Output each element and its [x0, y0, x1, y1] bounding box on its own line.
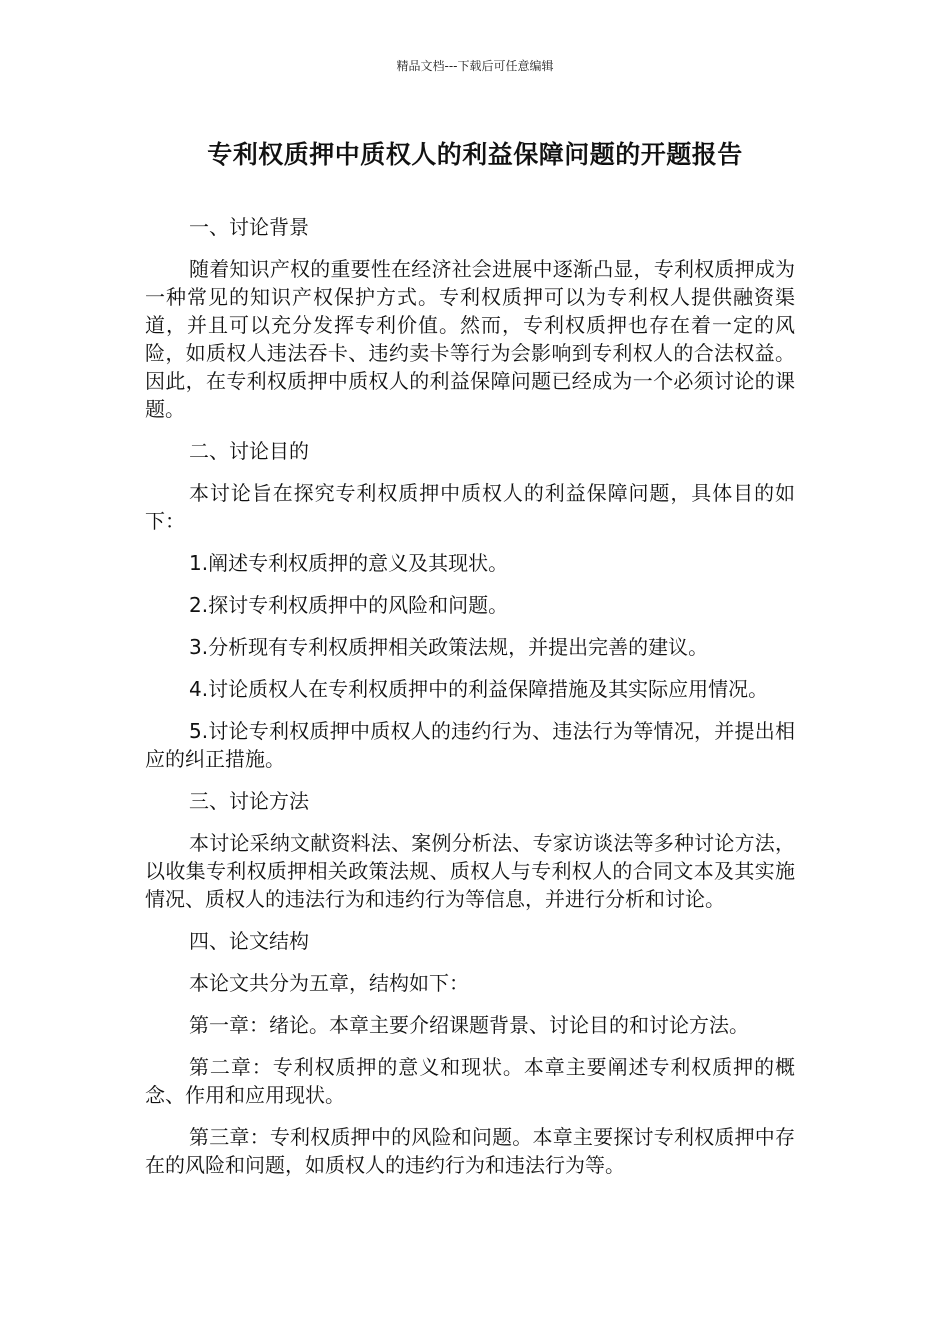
chapter-item-2: 第二章：专利权质押的意义和现状。本章主要阐述专利权质押的概念、作用和应用现状。	[145, 1055, 795, 1107]
paragraph-structure-intro: 本论文共分为五章，结构如下：	[189, 971, 469, 995]
chapter-item-3: 第三章：专利权质押中的风险和问题。本章主要探讨专利权质押中存在的风险和问题，如质权人的违约行为和违法行为等。	[145, 1125, 795, 1177]
section-heading-purpose: 二、讨论目的	[189, 439, 309, 463]
paragraph-method: 本讨论采纳文献资料法、案例分析法、专家访谈法等多种讨论方法，以收集专利权质押相关政策法规、质权人与专利权人的合同文本及其实施情况、质权人的违法行为和违约行为等信息，并进行分析和讨论。	[145, 831, 795, 911]
paragraph-background: 随着知识产权的重要性在经济社会进展中逐渐凸显，专利权质押成为一种常见的知识产权保护方式。专利权质押可以为专利权人提供融资渠道，并且可以充分发挥专利价值。然而，专利权质押也存在着一定的风险，如质权人违法吞卡、违约卖卡等行为会影响到专利权人的合法权益。因此，在专利权质押中质权人的利益保障问题已经成为一个必须讨论的课题。	[145, 257, 795, 421]
chapter-item-1: 第一章：绪论。本章主要介绍课题背景、讨论目的和讨论方法。	[189, 1013, 749, 1037]
list-item-purpose-5: 5.讨论专利权质押中质权人的违约行为、违法行为等情况，并提出相应的纠正措施。	[145, 719, 795, 771]
list-item-purpose-3: 3.分析现有专利权质押相关政策法规，并提出完善的建议。	[189, 635, 709, 659]
document-body	[145, 213, 795, 1193]
list-item-purpose-2: 2.探讨专利权质押中的风险和问题。	[189, 593, 509, 617]
section-heading-background: 一、讨论背景	[189, 215, 309, 239]
section-heading-method: 三、讨论方法	[189, 789, 309, 813]
list-item-purpose-1: 1.阐述专利权质押的意义及其现状。	[189, 551, 509, 575]
section-heading-structure: 四、论文结构	[189, 929, 309, 953]
page-header: 精品文档---下载后可任意编辑	[396, 59, 554, 73]
list-item-purpose-4: 4.讨论质权人在专利权质押中的利益保障措施及其实际应用情况。	[189, 677, 769, 701]
paragraph-purpose-intro: 本讨论旨在探究专利权质押中质权人的利益保障问题，具体目的如下：	[145, 481, 795, 533]
document-title: 专利权质押中质权人的利益保障问题的开题报告	[207, 140, 743, 169]
